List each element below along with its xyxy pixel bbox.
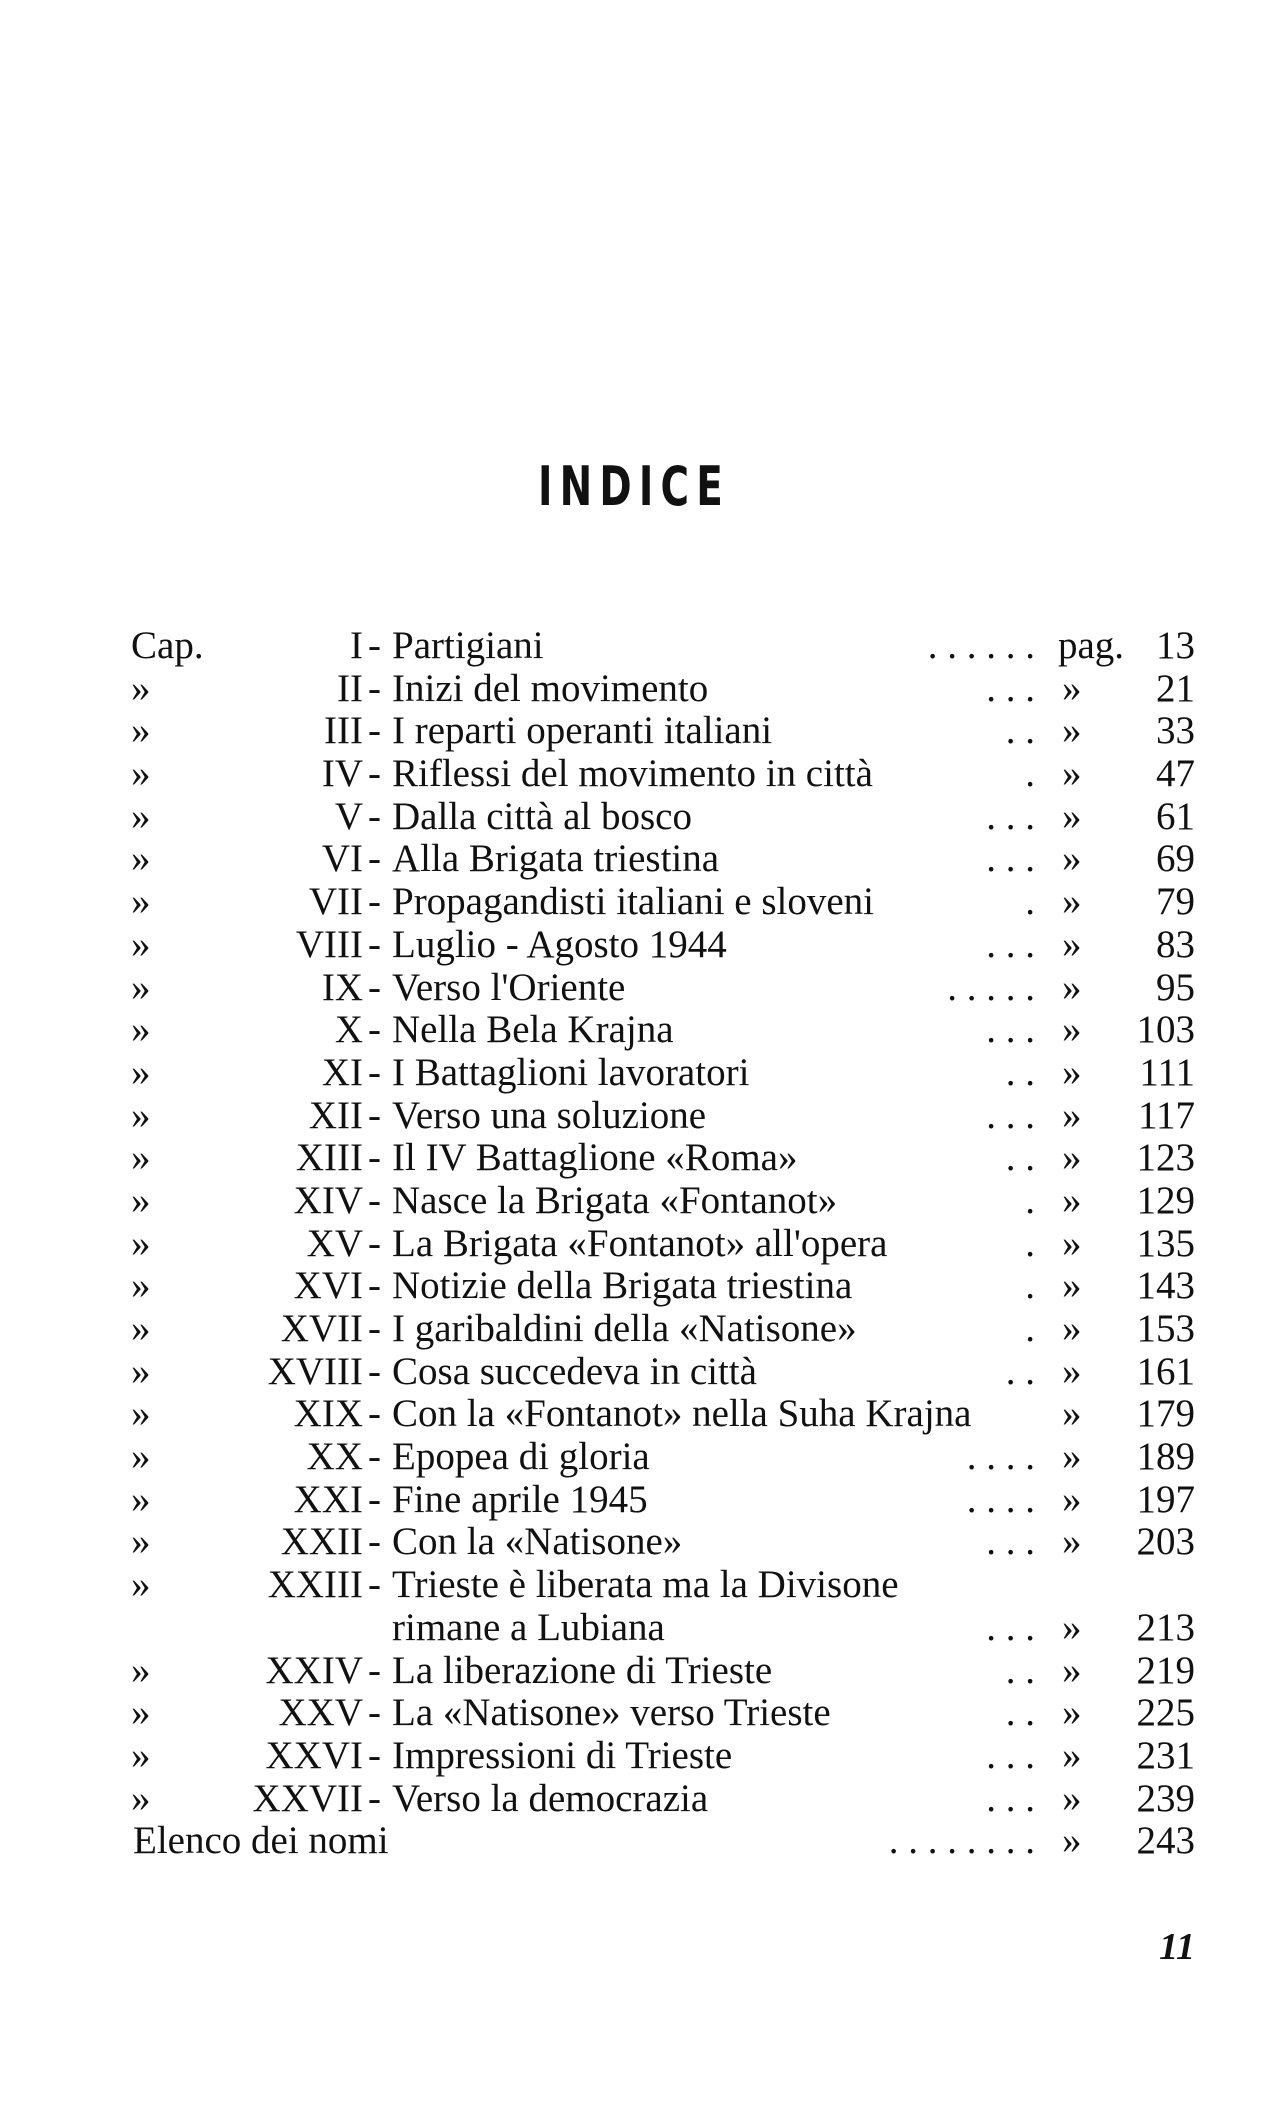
chapter-label: » — [131, 1307, 151, 1350]
dot-leader: . . — [1005, 709, 1035, 753]
chapter-separator: - — [368, 1648, 381, 1692]
dot-leader: . . . — [986, 1520, 1035, 1564]
ditto-mark: » — [1062, 1264, 1082, 1308]
dot-leader: . . — [1005, 1648, 1035, 1692]
page-reference: 189 — [1136, 1435, 1195, 1479]
toc-entry — [0, 967, 1285, 1010]
chapter-title: Trieste è liberata ma la Divisone — [392, 1563, 899, 1607]
chapter-title: Inizi del movimento — [392, 666, 709, 710]
chapter-label: » — [131, 1136, 151, 1180]
chapter-title: Impressioni di Trieste — [392, 1733, 733, 1777]
chapter-title: Con la «Fontanot» nella Suha Krajna — [392, 1392, 972, 1436]
chapter-separator: - — [368, 1691, 381, 1735]
page-reference: 135 — [1136, 1221, 1195, 1265]
page-reference: 153 — [1136, 1307, 1195, 1350]
chapter-separator: - — [368, 1136, 381, 1180]
chapter-number: X — [334, 1008, 363, 1052]
chapter-label: » — [131, 1563, 151, 1607]
page-reference: 13 — [1156, 624, 1195, 667]
chapter-separator: - — [368, 1349, 381, 1393]
chapter-title: Notizie della Brigata triestina — [392, 1264, 853, 1308]
chapter-label: » — [131, 1264, 151, 1308]
chapter-title: La «Natisone» verso Trieste — [392, 1691, 831, 1735]
page-reference: 179 — [1136, 1392, 1195, 1436]
page-reference: 197 — [1136, 1477, 1195, 1521]
page-reference: 231 — [1136, 1733, 1195, 1777]
chapter-separator: - — [368, 1093, 381, 1137]
chapter-number: XXIII — [267, 1563, 363, 1607]
ditto-mark: » — [1062, 1136, 1082, 1180]
dot-leader: . . . . . . — [927, 624, 1035, 667]
ditto-mark: » — [1062, 709, 1082, 753]
chapter-label: » — [131, 1477, 151, 1521]
chapter-number: XXII — [280, 1520, 363, 1564]
ditto-mark: » — [1062, 837, 1082, 881]
chapter-label: » — [131, 1221, 151, 1265]
ditto-mark: » — [1062, 1691, 1082, 1735]
toc-entry — [0, 625, 1285, 668]
chapter-title: Luglio - Agosto 1944 — [392, 922, 727, 966]
chapter-label: » — [131, 1776, 151, 1820]
dot-leader: . . . — [986, 666, 1035, 710]
chapter-number: XIV — [293, 1178, 363, 1222]
dot-leader: . — [1025, 880, 1035, 924]
chapter-number: XIII — [295, 1136, 363, 1180]
chapter-number: XXIV — [265, 1648, 363, 1692]
page-reference: 203 — [1136, 1520, 1195, 1564]
chapter-label: » — [131, 1435, 151, 1479]
page-number: 11 — [1159, 1926, 1195, 1968]
chapter-number: XVIII — [267, 1349, 363, 1393]
toc-entry — [0, 838, 1285, 881]
ditto-mark: » — [1062, 1776, 1082, 1820]
page-reference: 61 — [1156, 794, 1195, 838]
chapter-label: » — [131, 794, 151, 838]
dot-leader: . . — [1005, 1136, 1035, 1180]
chapter-separator: - — [368, 794, 381, 838]
toc-entry — [0, 1735, 1285, 1778]
chapter-separator: - — [368, 1520, 381, 1564]
chapter-separator: - — [368, 1307, 381, 1350]
toc-entry — [0, 1521, 1285, 1564]
chapter-separator: - — [368, 1776, 381, 1820]
chapter-title: Cosa succedeva in città — [392, 1349, 757, 1393]
chapter-title: Alla Brigata triestina — [392, 837, 720, 881]
toc-entry — [0, 1479, 1285, 1522]
toc-entry — [0, 796, 1285, 839]
toc-entry — [0, 1180, 1285, 1223]
ditto-mark: » — [1062, 1819, 1082, 1863]
toc-entry — [0, 1265, 1285, 1308]
ditto-mark: » — [1062, 880, 1082, 924]
ditto-mark: » — [1062, 1093, 1082, 1137]
chapter-number: IX — [321, 965, 363, 1009]
chapter-label: » — [131, 1093, 151, 1137]
chapter-number: V — [334, 794, 363, 838]
page-title: INDICE — [537, 455, 730, 518]
chapter-title: Fine aprile 1945 — [392, 1477, 648, 1521]
page-reference: 225 — [1136, 1691, 1195, 1735]
dot-leader: . . . . . . . . — [888, 1819, 1035, 1863]
chapter-title: Propagandisti italiani e sloveni — [392, 880, 874, 924]
ditto-mark: » — [1062, 1050, 1082, 1094]
ditto-mark: » — [1062, 1307, 1082, 1350]
toc-entry — [0, 1778, 1285, 1821]
chapter-number: IV — [321, 752, 363, 796]
page-reference: 129 — [1136, 1178, 1195, 1222]
table-of-contents — [0, 625, 1285, 1863]
chapter-number: XXI — [293, 1477, 363, 1521]
chapter-label: » — [131, 1008, 151, 1052]
chapter-number: III — [324, 709, 363, 753]
ditto-mark: » — [1062, 752, 1082, 796]
chapter-title: I reparti operanti italiani — [392, 709, 773, 753]
chapter-number: XII — [308, 1093, 363, 1137]
dot-leader: . — [1025, 1221, 1035, 1265]
toc-entry — [0, 1351, 1285, 1394]
dot-leader: . . . — [986, 1605, 1035, 1649]
ditto-mark: » — [1062, 1008, 1082, 1052]
chapter-separator: - — [368, 1563, 381, 1607]
chapter-title: La Brigata «Fontanot» all'opera — [392, 1221, 888, 1265]
dot-leader: . . . — [986, 1008, 1035, 1052]
chapter-label: » — [131, 1648, 151, 1692]
page-reference: 83 — [1156, 922, 1195, 966]
chapter-separator: - — [368, 922, 381, 966]
page-reference: 123 — [1136, 1136, 1195, 1180]
chapter-number: XIX — [293, 1392, 363, 1436]
chapter-separator: - — [368, 1435, 381, 1479]
dot-leader: . . . . — [966, 1477, 1035, 1521]
page-reference: 69 — [1156, 837, 1195, 881]
chapter-number: XI — [321, 1050, 363, 1094]
page-reference: 117 — [1137, 1093, 1195, 1137]
chapter-number: II — [337, 666, 363, 710]
chapter-separator: - — [368, 1221, 381, 1265]
ditto-mark: » — [1062, 1435, 1082, 1479]
toc-entry — [0, 881, 1285, 924]
dot-leader: . . — [1005, 1691, 1035, 1735]
chapter-number: XXVI — [265, 1733, 363, 1777]
dot-leader: . . . — [986, 794, 1035, 838]
ditto-mark: » — [1062, 1733, 1082, 1777]
chapter-title: I garibaldini della «Natisone» — [392, 1307, 857, 1350]
ditto-mark: » — [1062, 922, 1082, 966]
chapter-title: Riflessi del movimento in città — [392, 752, 873, 796]
dot-leader: . . — [1005, 1349, 1035, 1393]
chapter-title: I Battaglioni lavoratori — [392, 1050, 750, 1094]
chapter-label: » — [131, 1178, 151, 1222]
dot-leader: . . . — [986, 1093, 1035, 1137]
page-reference: 161 — [1136, 1349, 1195, 1393]
chapter-label: » — [131, 1691, 151, 1735]
chapter-separator: - — [368, 1050, 381, 1094]
chapter-title: Nella Bela Krajna — [392, 1008, 674, 1052]
chapter-separator: - — [368, 666, 381, 710]
chapter-separator: - — [368, 880, 381, 924]
chapter-label: » — [131, 1520, 151, 1564]
chapter-label: » — [131, 1733, 151, 1777]
toc-entry — [0, 1692, 1285, 1735]
toc-entry — [0, 1052, 1285, 1095]
chapter-number: XV — [306, 1221, 363, 1265]
dot-leader: . . . — [986, 922, 1035, 966]
page-reference: 219 — [1136, 1648, 1195, 1692]
chapter-title: Verso una soluzione — [392, 1093, 707, 1137]
toc-entry — [0, 710, 1285, 753]
dot-leader: . — [1025, 1264, 1035, 1308]
ditto-mark: » — [1062, 1477, 1082, 1521]
chapter-title: Nasce la Brigata «Fontanot» — [392, 1178, 838, 1222]
chapter-title: Epopea di gloria — [392, 1435, 650, 1479]
chapter-label: » — [131, 1050, 151, 1094]
toc-entry — [0, 1223, 1285, 1266]
chapter-label: » — [131, 837, 151, 881]
dot-leader: . . . . . — [947, 965, 1035, 1009]
chapter-title: Con la «Natisone» — [392, 1520, 683, 1564]
chapter-number: XXVII — [252, 1776, 363, 1820]
toc-entry — [0, 668, 1285, 711]
ditto-mark: » — [1062, 1392, 1082, 1436]
ditto-mark: » — [1062, 666, 1082, 710]
page-reference: 95 — [1156, 965, 1195, 1009]
chapter-separator: - — [368, 965, 381, 1009]
chapter-number: I — [350, 624, 363, 667]
chapter-title: Il IV Battaglione «Roma» — [392, 1136, 798, 1180]
chapter-separator: - — [368, 1477, 381, 1521]
toc-entry — [0, 753, 1285, 796]
chapter-label: » — [131, 880, 151, 924]
chapter-number: XVII — [280, 1307, 363, 1350]
chapter-number: VIII — [295, 922, 363, 966]
page-reference: 111 — [1139, 1050, 1195, 1094]
ditto-mark: » — [1062, 794, 1082, 838]
ditto-mark: » — [1062, 1349, 1082, 1393]
chapter-number: XXV — [278, 1691, 363, 1735]
toc-entry — [0, 1607, 1285, 1650]
toc-entry — [0, 1009, 1285, 1052]
page-label: pag. — [1058, 624, 1125, 667]
chapter-title: Dalla città al bosco — [392, 794, 692, 838]
dot-leader: . . . — [986, 837, 1035, 881]
chapter-title: Verso la democrazia — [392, 1776, 709, 1820]
toc-entry — [0, 1436, 1285, 1479]
chapter-label: » — [131, 1392, 151, 1436]
chapter-label: » — [131, 666, 151, 710]
chapter-label: » — [131, 922, 151, 966]
chapter-separator: - — [368, 1733, 381, 1777]
toc-entry — [0, 924, 1285, 967]
chapter-separator: - — [368, 1392, 381, 1436]
chapter-label: Cap. — [131, 624, 204, 667]
page-reference: 33 — [1156, 709, 1195, 753]
chapter-number: XX — [306, 1435, 363, 1479]
ditto-mark: » — [1062, 1178, 1082, 1222]
toc-entry — [0, 1564, 1285, 1607]
dot-leader: . — [1025, 1178, 1035, 1222]
chapter-label: » — [131, 752, 151, 796]
page-reference: 21 — [1156, 666, 1195, 710]
toc-entry — [0, 1650, 1285, 1693]
page-reference: 103 — [1136, 1008, 1195, 1052]
dot-leader: . — [1025, 752, 1035, 796]
toc-entry — [0, 1137, 1285, 1180]
toc-entry — [0, 1095, 1285, 1138]
page-reference: 47 — [1156, 752, 1195, 796]
chapter-separator: - — [368, 752, 381, 796]
dot-leader: . . . — [986, 1776, 1035, 1820]
ditto-mark: » — [1062, 1648, 1082, 1692]
chapter-separator: - — [368, 1008, 381, 1052]
ditto-mark: » — [1062, 1520, 1082, 1564]
chapter-separator: - — [368, 709, 381, 753]
chapter-title: La liberazione di Trieste — [392, 1648, 773, 1692]
toc-entry — [0, 1308, 1285, 1351]
page-reference: 79 — [1156, 880, 1195, 924]
page-reference: 143 — [1136, 1264, 1195, 1308]
dot-leader: . . . — [986, 1733, 1035, 1777]
names-index-entry — [0, 1820, 1285, 1863]
page-reference: 213 — [1136, 1605, 1195, 1649]
chapter-separator: - — [368, 837, 381, 881]
chapter-number: VII — [308, 880, 363, 924]
chapter-title: Verso l'Oriente — [392, 965, 626, 1009]
page-reference: 239 — [1136, 1776, 1195, 1820]
chapter-separator: - — [368, 1178, 381, 1222]
chapter-label: » — [131, 1349, 151, 1393]
ditto-mark: » — [1062, 1605, 1082, 1649]
names-index-title: Elenco dei nomi — [133, 1819, 389, 1863]
chapter-number: VI — [321, 837, 363, 881]
dot-leader: . — [1025, 1307, 1035, 1350]
dot-leader: . . . . — [966, 1435, 1035, 1479]
chapter-title: Partigiani — [392, 624, 544, 667]
chapter-label: » — [131, 709, 151, 753]
chapter-title: rimane a Lubiana — [392, 1605, 665, 1649]
toc-entry — [0, 1393, 1285, 1436]
chapter-separator: - — [368, 1264, 381, 1308]
chapter-number: XVI — [293, 1264, 363, 1308]
dot-leader: . . — [1005, 1050, 1035, 1094]
ditto-mark: » — [1062, 1221, 1082, 1265]
chapter-separator: - — [368, 624, 381, 667]
page-reference: 243 — [1136, 1819, 1195, 1863]
chapter-label: » — [131, 965, 151, 1009]
ditto-mark: » — [1062, 965, 1082, 1009]
